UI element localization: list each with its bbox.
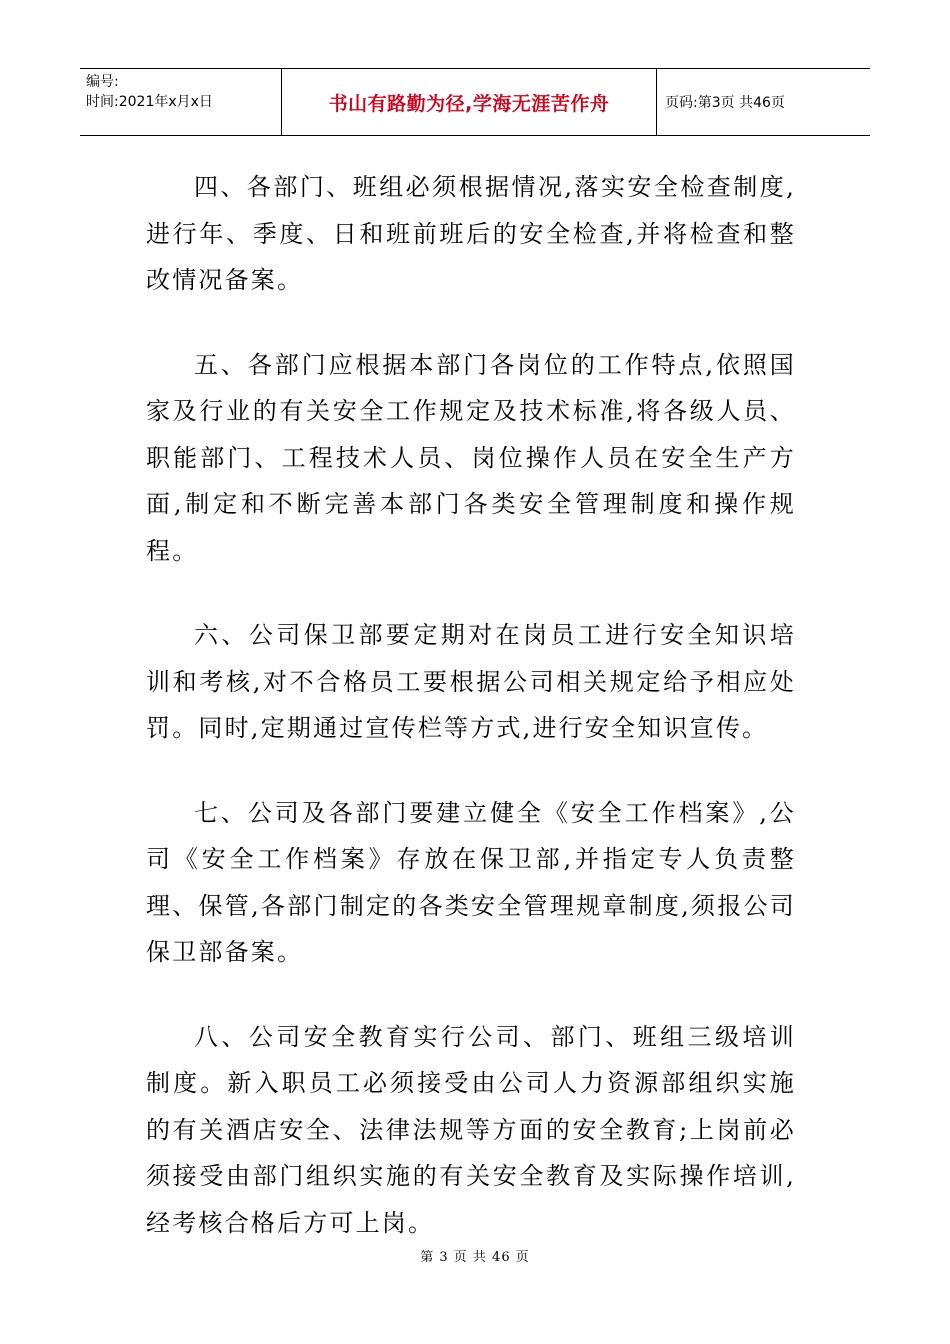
paragraph-5: 五、各部门应根据本部门各岗位的工作特点,依照国家及行业的有关安全工作规定及技术标准,将各级人员、职能部门、工程技术人员、岗位操作人员在安全生产方面,制定和不断完善本部门各类安全管理制度和操作规程。 [146, 350, 796, 565]
header-motto: 书山有路勤为径,学海无涯苦作舟 [282, 69, 657, 135]
page-header [80, 68, 870, 136]
document-time-label: 时间:2021年x月x日 [86, 94, 213, 110]
document-number-label: 编号: [86, 74, 119, 90]
paragraph-7: 七、公司及各部门要建立健全《安全工作档案》,公司《安全工作档案》存放在保卫部,并指定专人负责整理、保管,各部门制定的各类安全管理规章制度,须报公司保卫部备案。 [146, 798, 796, 966]
paragraph-4: 四、各部门、班组必须根据情况,落实安全检查制度,进行年、季度、日和班前班后的安全检查,并将检查和整改情况备案。 [146, 173, 796, 294]
page-footer: 第 3 页 共 46 页 [420, 1250, 530, 1265]
header-page-info: 页码:第3页 共46页 [665, 95, 785, 111]
document-body [146, 164, 796, 1284]
header-meta [80, 69, 282, 135]
paragraph-6: 六、公司保卫部要定期对在岗员工进行安全知识培训和考核,对不合格员工要根据公司相关规定给予相应处罚。同时,定期通过宣传栏等方式,进行安全知识宣传。 [146, 621, 796, 742]
paragraph-8: 八、公司安全教育实行公司、部门、班组三级培训制度。新入职员工必须接受由公司人力资源部组织实施的有关酒店安全、法律法规等方面的安全教育;上岗前必须接受由部门组织实施的有关安全教育及实际操作培训,经考核合格后方可上岗。 [146, 1022, 796, 1237]
